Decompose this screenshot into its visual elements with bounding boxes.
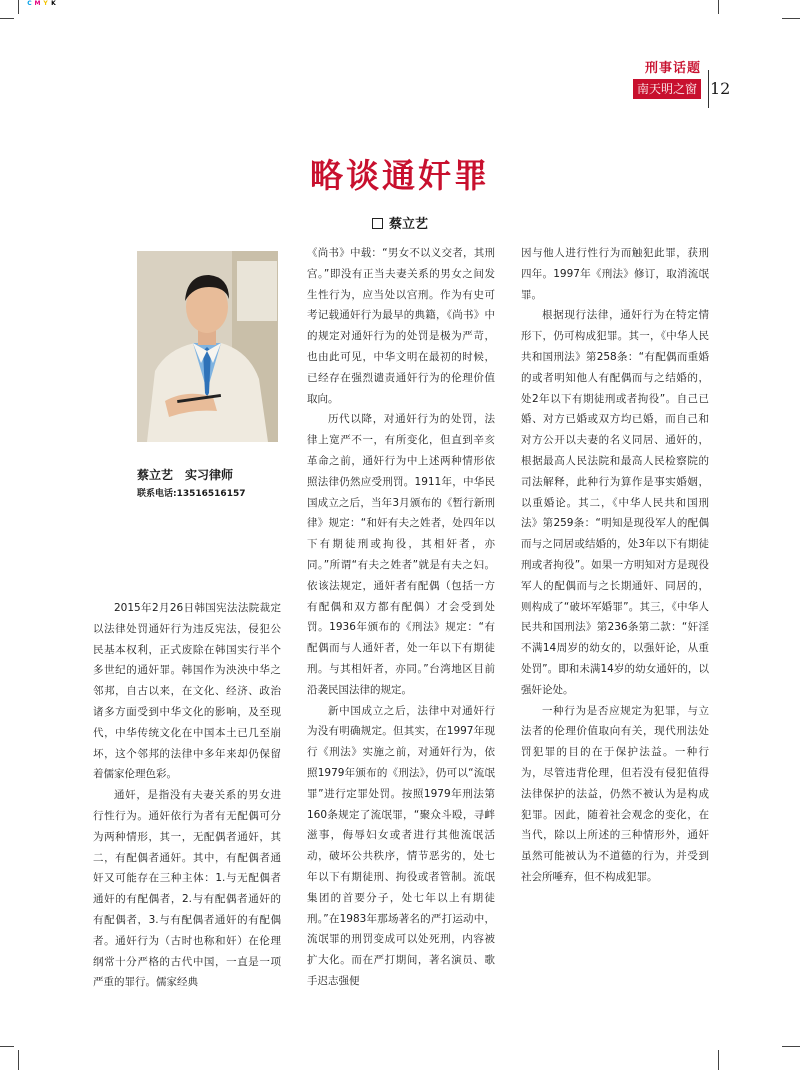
header-divider (708, 70, 709, 108)
cmyk-y: Y (43, 0, 48, 7)
crop-mark (718, 1050, 719, 1070)
author-photo (137, 251, 278, 442)
cmyk-k: K (51, 0, 56, 7)
paragraph: 根据现行法律，通奸行为在特定情形下，仍可构成犯罪。其一，《中华人民共和国刑法》第258条：“有配偶而重婚的或者明知他人有配偶而与之结婚的，处2年以下有期徒刑或者拘役”。自己已婚、对方已婚或双方均已婚，而自己和对方公开以夫妻的名义同居、通奸的，根据最高人民法院和最高人民检察院的司法解释，此种行为算作是事实婚姻，以重婚论。其二，《中华人民共和国刑法》第259条：“明知是现役军人的配偶而与之同居或结婚的，处3年以下有期徒刑或者拘役”。如果一方明知对方是现役军人的配偶而与之长期通奸、同居的，则构成了“破坏军婚罪”。其三，《中华人民共和国刑法》第236条第二款：“奸淫不满14周岁的幼女的，以强奸论，从重处罚”。即和未满14岁的幼女通奸的，以强奸论处。 (521, 309, 709, 696)
text-column-3 (521, 243, 709, 888)
crop-mark (0, 18, 14, 19)
byline (0, 213, 800, 232)
paragraph: 通奸，是指没有夫妻关系的男女进行性行为。通奸依行为者有无配偶可分为两种情形，其一，无配偶者通奸，其二，有配偶者通奸。其中，有配偶者通奸又可能存在三种主体：1.与无配偶者通奸的有配偶者，2.与有配偶者通奸的有配偶者，3.与有配偶者通奸的有配偶者。通奸行为（古时也称和奸）在伦理纲常十分严格的古代中国，一直是一项严重的罪行。儒家经典 (93, 789, 281, 989)
crop-mark (0, 1046, 14, 1047)
article-title: 略谈通奸罪 (310, 156, 490, 195)
crop-mark (782, 18, 800, 19)
crop-mark (18, 0, 19, 14)
cmyk-c: C (27, 0, 32, 7)
paragraph: 一种行为是否应规定为犯罪，与立法者的伦理价值取向有关，现代刑法处罚犯罪的目的在于保护法益。一种行为，尽管违背伦理，但若没有侵犯值得法律保护的法益，仍然不被认为是构成犯罪。因此，随着社会观念的变化，在当代，除以上所述的三种情形外，通奸虽然可能被认为不道德的行为，并受到社会所唾弃，但不构成犯罪。 (521, 704, 709, 883)
cmyk-m: M (34, 0, 41, 7)
author-phone: 联系电话:13516516157 (137, 489, 246, 499)
column-name-bar: 南天明之窗 (633, 79, 701, 99)
page-number: 12 (710, 79, 731, 98)
text-column-2 (307, 243, 495, 992)
crop-mark (718, 0, 719, 14)
paragraph: 新中国成立之后，法律中对通奸行为没有明确规定。但其实，在1997年现行《刑法》实施之前，对通奸行为，依照1979年颁布的《刑法》，仍可以“流氓罪”进行定罪处罚。按照1979年刑法第160条规定了流氓罪，“聚众斗殴，寻衅滋事，侮辱妇女或者进行其他流氓活动，破坏公共秩序，情节恶劣的，处七年以下有期徒刑、拘役或者管制。流氓集团的首要分子，处七年以上有期徒刑。”在1983年那场著名的严打运动中，流氓罪的刑罚变成可以处死刑，内容被扩大化。而在严打期间，著名演员、歌手迟志强便 (307, 704, 495, 987)
author-name-title: 蔡立艺 实习律师 (137, 468, 234, 482)
paragraph: 因与他人进行性行为而触犯此罪，获刑四年。1997年《刑法》修订，取消流氓罪。 (521, 247, 709, 301)
square-bullet-icon (372, 218, 383, 229)
author-name: 蔡立艺 (388, 217, 428, 232)
paragraph: 2015年2月26日韩国宪法法院裁定以法律处罚通奸行为违反宪法，侵犯公民基本权利，正式废除在韩国实行半个多世纪的通奸罪。韩国作为泱泱中华之邻邦，自古以来，在文化、经济、政治诸多方面受到中华文化的影响，及至现代，中华传统文化在中国本土已几至崩坏，这个邻邦的法律中多年来却仍保留着儒家伦理色彩。 (93, 602, 281, 781)
section-tag: 刑事话题 (644, 61, 701, 76)
cmyk-color-bar (26, 0, 57, 7)
crop-mark (18, 1050, 19, 1070)
author-portrait-illustration (137, 251, 278, 442)
paragraph: 历代以降，对通奸行为的处罚，法律上宽严不一，有所变化，但直到辛亥革命之前，通奸行为中上述两种情形依照法律仍然应受刑罚。1911年，中华民国成立之后，当年3月颁布的《暂行新刑律》规定：“和奸有夫之姓者，处四年以下有期徒刑或拘役，其相奸者，亦同。”所谓“有夫之姓者”就是有夫之妇。依该法规定，通奸者有配偶（包括一方有配偶和双方都有配偶）才会受到处罚。1936年颁布的《刑法》规定：“有配偶而与人通奸者，处一年以下有期徒刑。与其相奸者，亦同。”台湾地区目前沿袭民国法律的规定。 (307, 413, 495, 696)
text-column-1 (93, 598, 281, 993)
crop-mark (782, 1046, 800, 1047)
paragraph: 《尚书》中载：“男女不以义交者，其刑宫。”即没有正当夫妻关系的男女之间发生性行为，应当处以宫刑。作为有史可考记载通奸行为最早的典籍，《尚书》中的规定对通奸行为的处罚是极为严苛，也由此可见，中华文明在最初的时候，已经存在强烈谴责通奸行为的伦理价值取向。 (307, 247, 495, 405)
